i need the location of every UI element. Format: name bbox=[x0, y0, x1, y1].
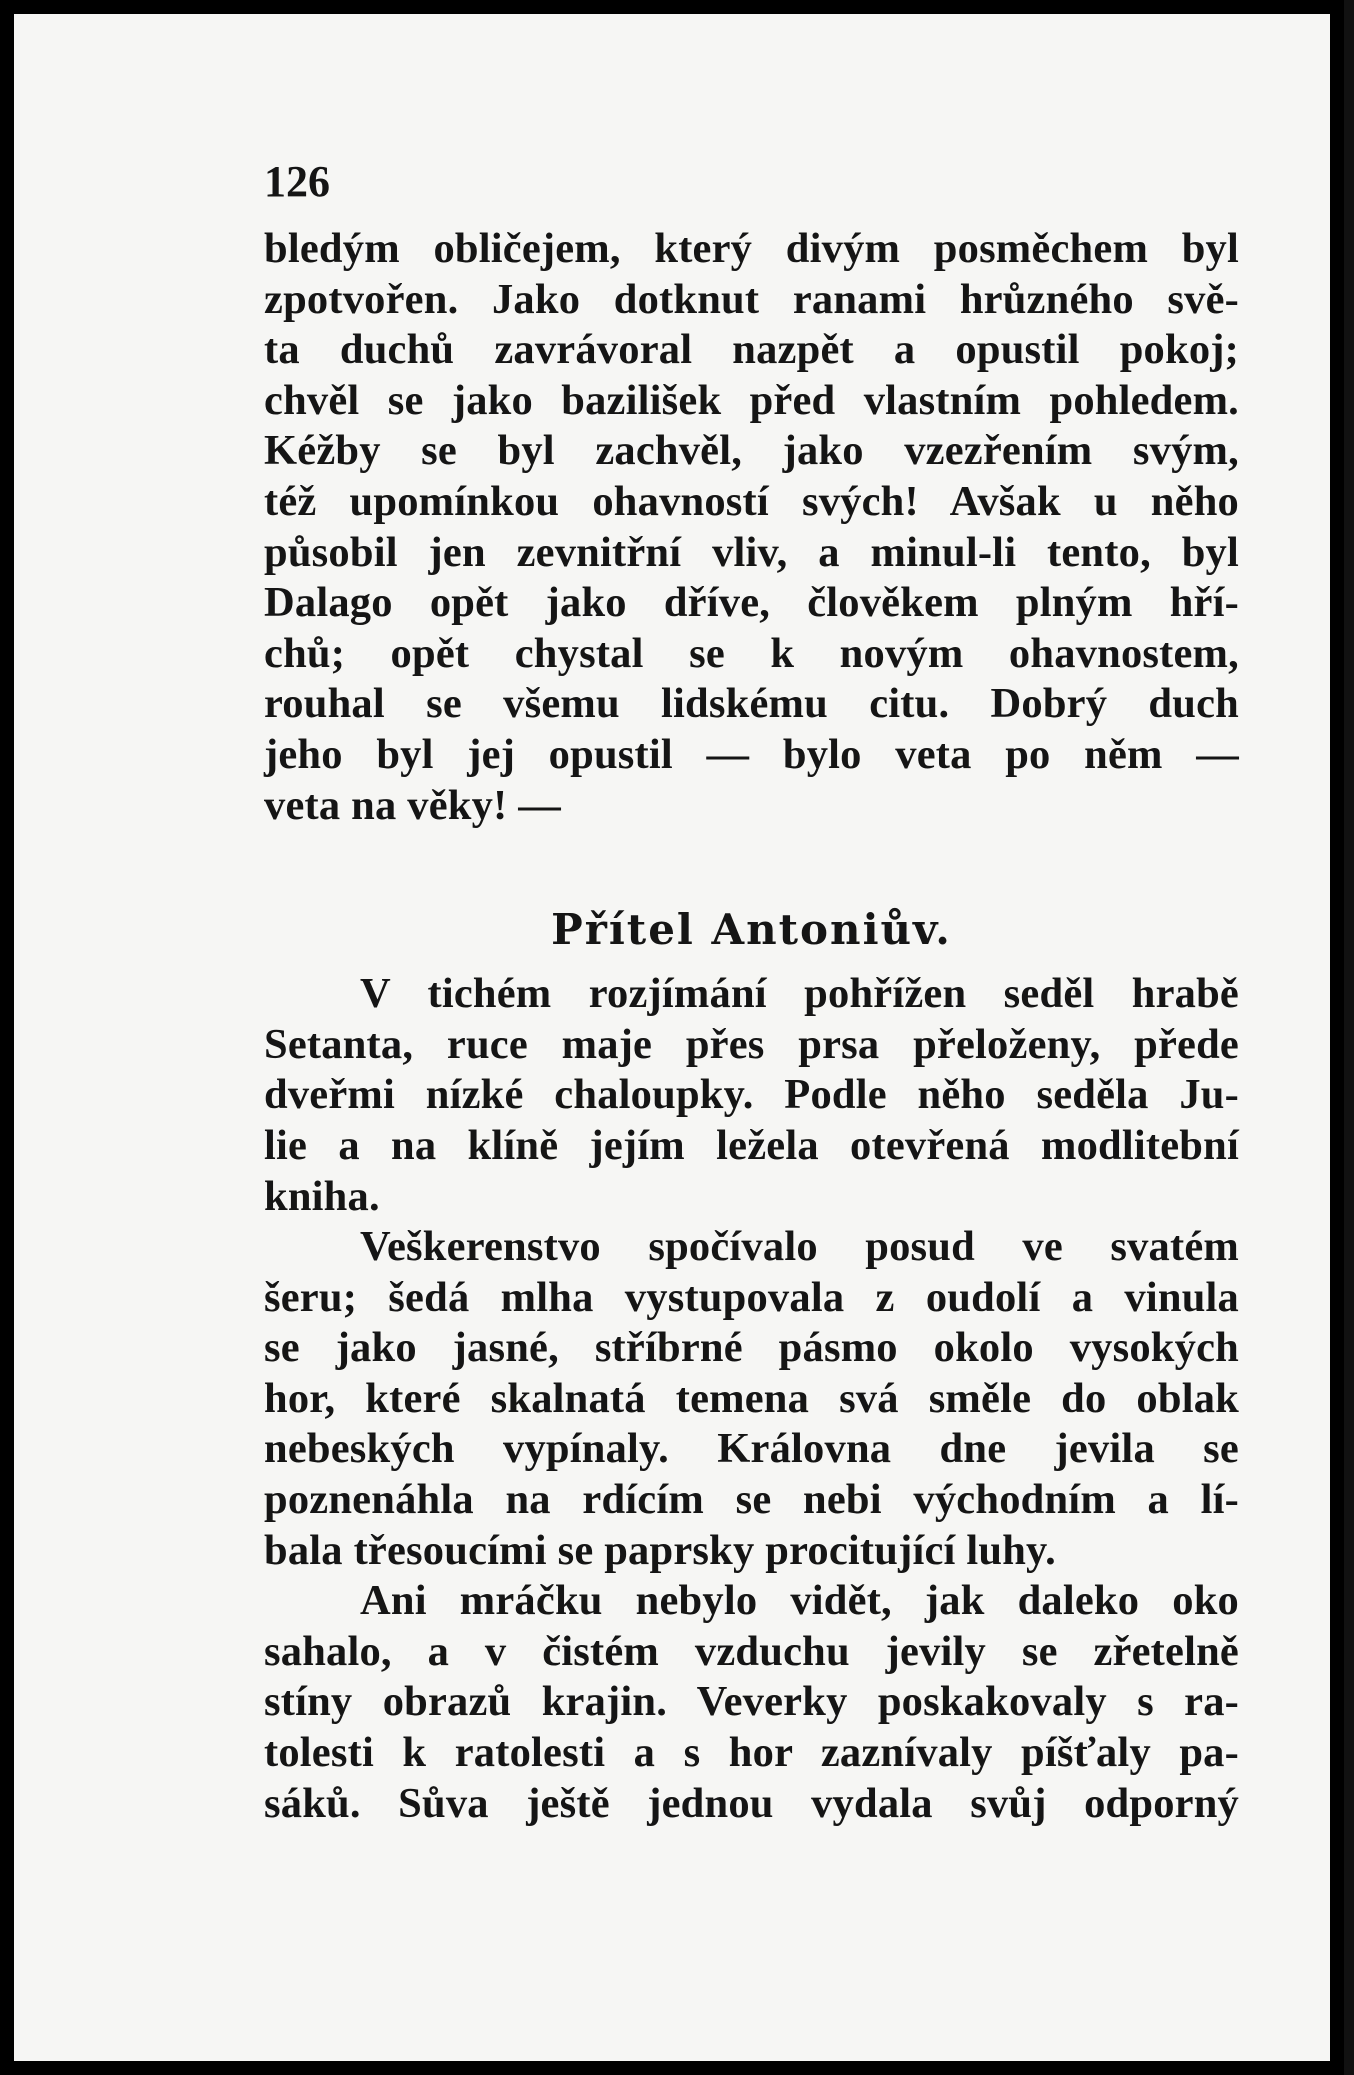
text-line: hor, které skalnatá temena svá směle do oblak bbox=[264, 1374, 1239, 1422]
text-line: bala třesoucími se paprsky procitující luhy. bbox=[264, 1526, 1056, 1574]
text-line: poznenáhla na rdícím se nebi východním a lí- bbox=[264, 1476, 1239, 1524]
text-line: chvěl se jako bazilišek před vlastním pohledem. bbox=[264, 376, 1239, 424]
text-line: kniha. bbox=[264, 1172, 380, 1220]
paragraph-2 bbox=[264, 969, 1239, 1222]
text-line: Veškerenstvo spočívalo posud ve svatém bbox=[360, 1223, 1239, 1271]
paragraph-3 bbox=[264, 1222, 1239, 1576]
page-text bbox=[264, 157, 1239, 1829]
text-line: sahalo, a v čistém vzduchu jevily se zřetelně bbox=[264, 1627, 1239, 1675]
text-line: sáků. Sůva ještě jednou vydala svůj odporný bbox=[264, 1779, 1239, 1827]
text-line: ta duchů zavrávoral nazpět a opustil pokoj; bbox=[264, 326, 1239, 374]
text-line: V tichém rozjímání pohřížen seděl hrabě bbox=[360, 970, 1239, 1018]
text-line: se jako jasné, stříbrné pásmo okolo vysokých bbox=[264, 1324, 1239, 1372]
text-line: chů; opět chystal se k novým ohavnostem, bbox=[264, 629, 1239, 677]
text-line: veta na věky! — bbox=[264, 781, 561, 829]
text-line: Dalago opět jako dříve, člověkem plným hří- bbox=[264, 579, 1239, 627]
text-line: nebeských vypínaly. Královna dne jevila se bbox=[264, 1425, 1239, 1473]
section-heading: Přítel Antoniův. bbox=[551, 905, 952, 955]
page-number: 126 bbox=[264, 157, 330, 206]
text-line: stíny obrazů krajin. Veverky poskakovaly s ra- bbox=[264, 1678, 1239, 1726]
text-line: Ani mráčku nebylo vidět, jak daleko oko bbox=[360, 1577, 1239, 1625]
text-line: dveřmi nízké chaloupky. Podle něho seděla Ju- bbox=[264, 1071, 1239, 1119]
text-line: šeru; šedá mlha vystupovala z oudolí a vinula bbox=[264, 1273, 1239, 1321]
text-line: Kéžby se byl zachvěl, jako vzezřením svým, bbox=[264, 427, 1239, 475]
paragraph-4 bbox=[264, 1576, 1239, 1829]
section-gap bbox=[264, 831, 1239, 885]
text-line: Setanta, ruce maje přes prsa přeloženy, přede bbox=[264, 1020, 1239, 1068]
text-line: též upomínkou ohavností svých! Avšak u něho bbox=[264, 477, 1239, 525]
paragraph-1 bbox=[264, 224, 1239, 831]
text-line: rouhal se všemu lidskému citu. Dobrý duch bbox=[264, 680, 1239, 728]
page-edge bbox=[1344, 0, 1354, 2075]
text-line: jeho byl jej opustil — bylo veta po něm — bbox=[264, 730, 1239, 778]
text-line: lie a na klíně jejím ležela otevřená modlitební bbox=[264, 1121, 1239, 1169]
text-line: tolesti k ratolesti a s hor zaznívaly píšťaly pa- bbox=[264, 1729, 1239, 1777]
text-line: zpotvořen. Jako dotknut ranami hrůzného svě- bbox=[264, 275, 1239, 323]
text-line: bledým obličejem, který divým posměchem byl bbox=[264, 225, 1239, 272]
text-line: působil jen zevnitřní vliv, a minul-li tento, byl bbox=[264, 528, 1239, 576]
